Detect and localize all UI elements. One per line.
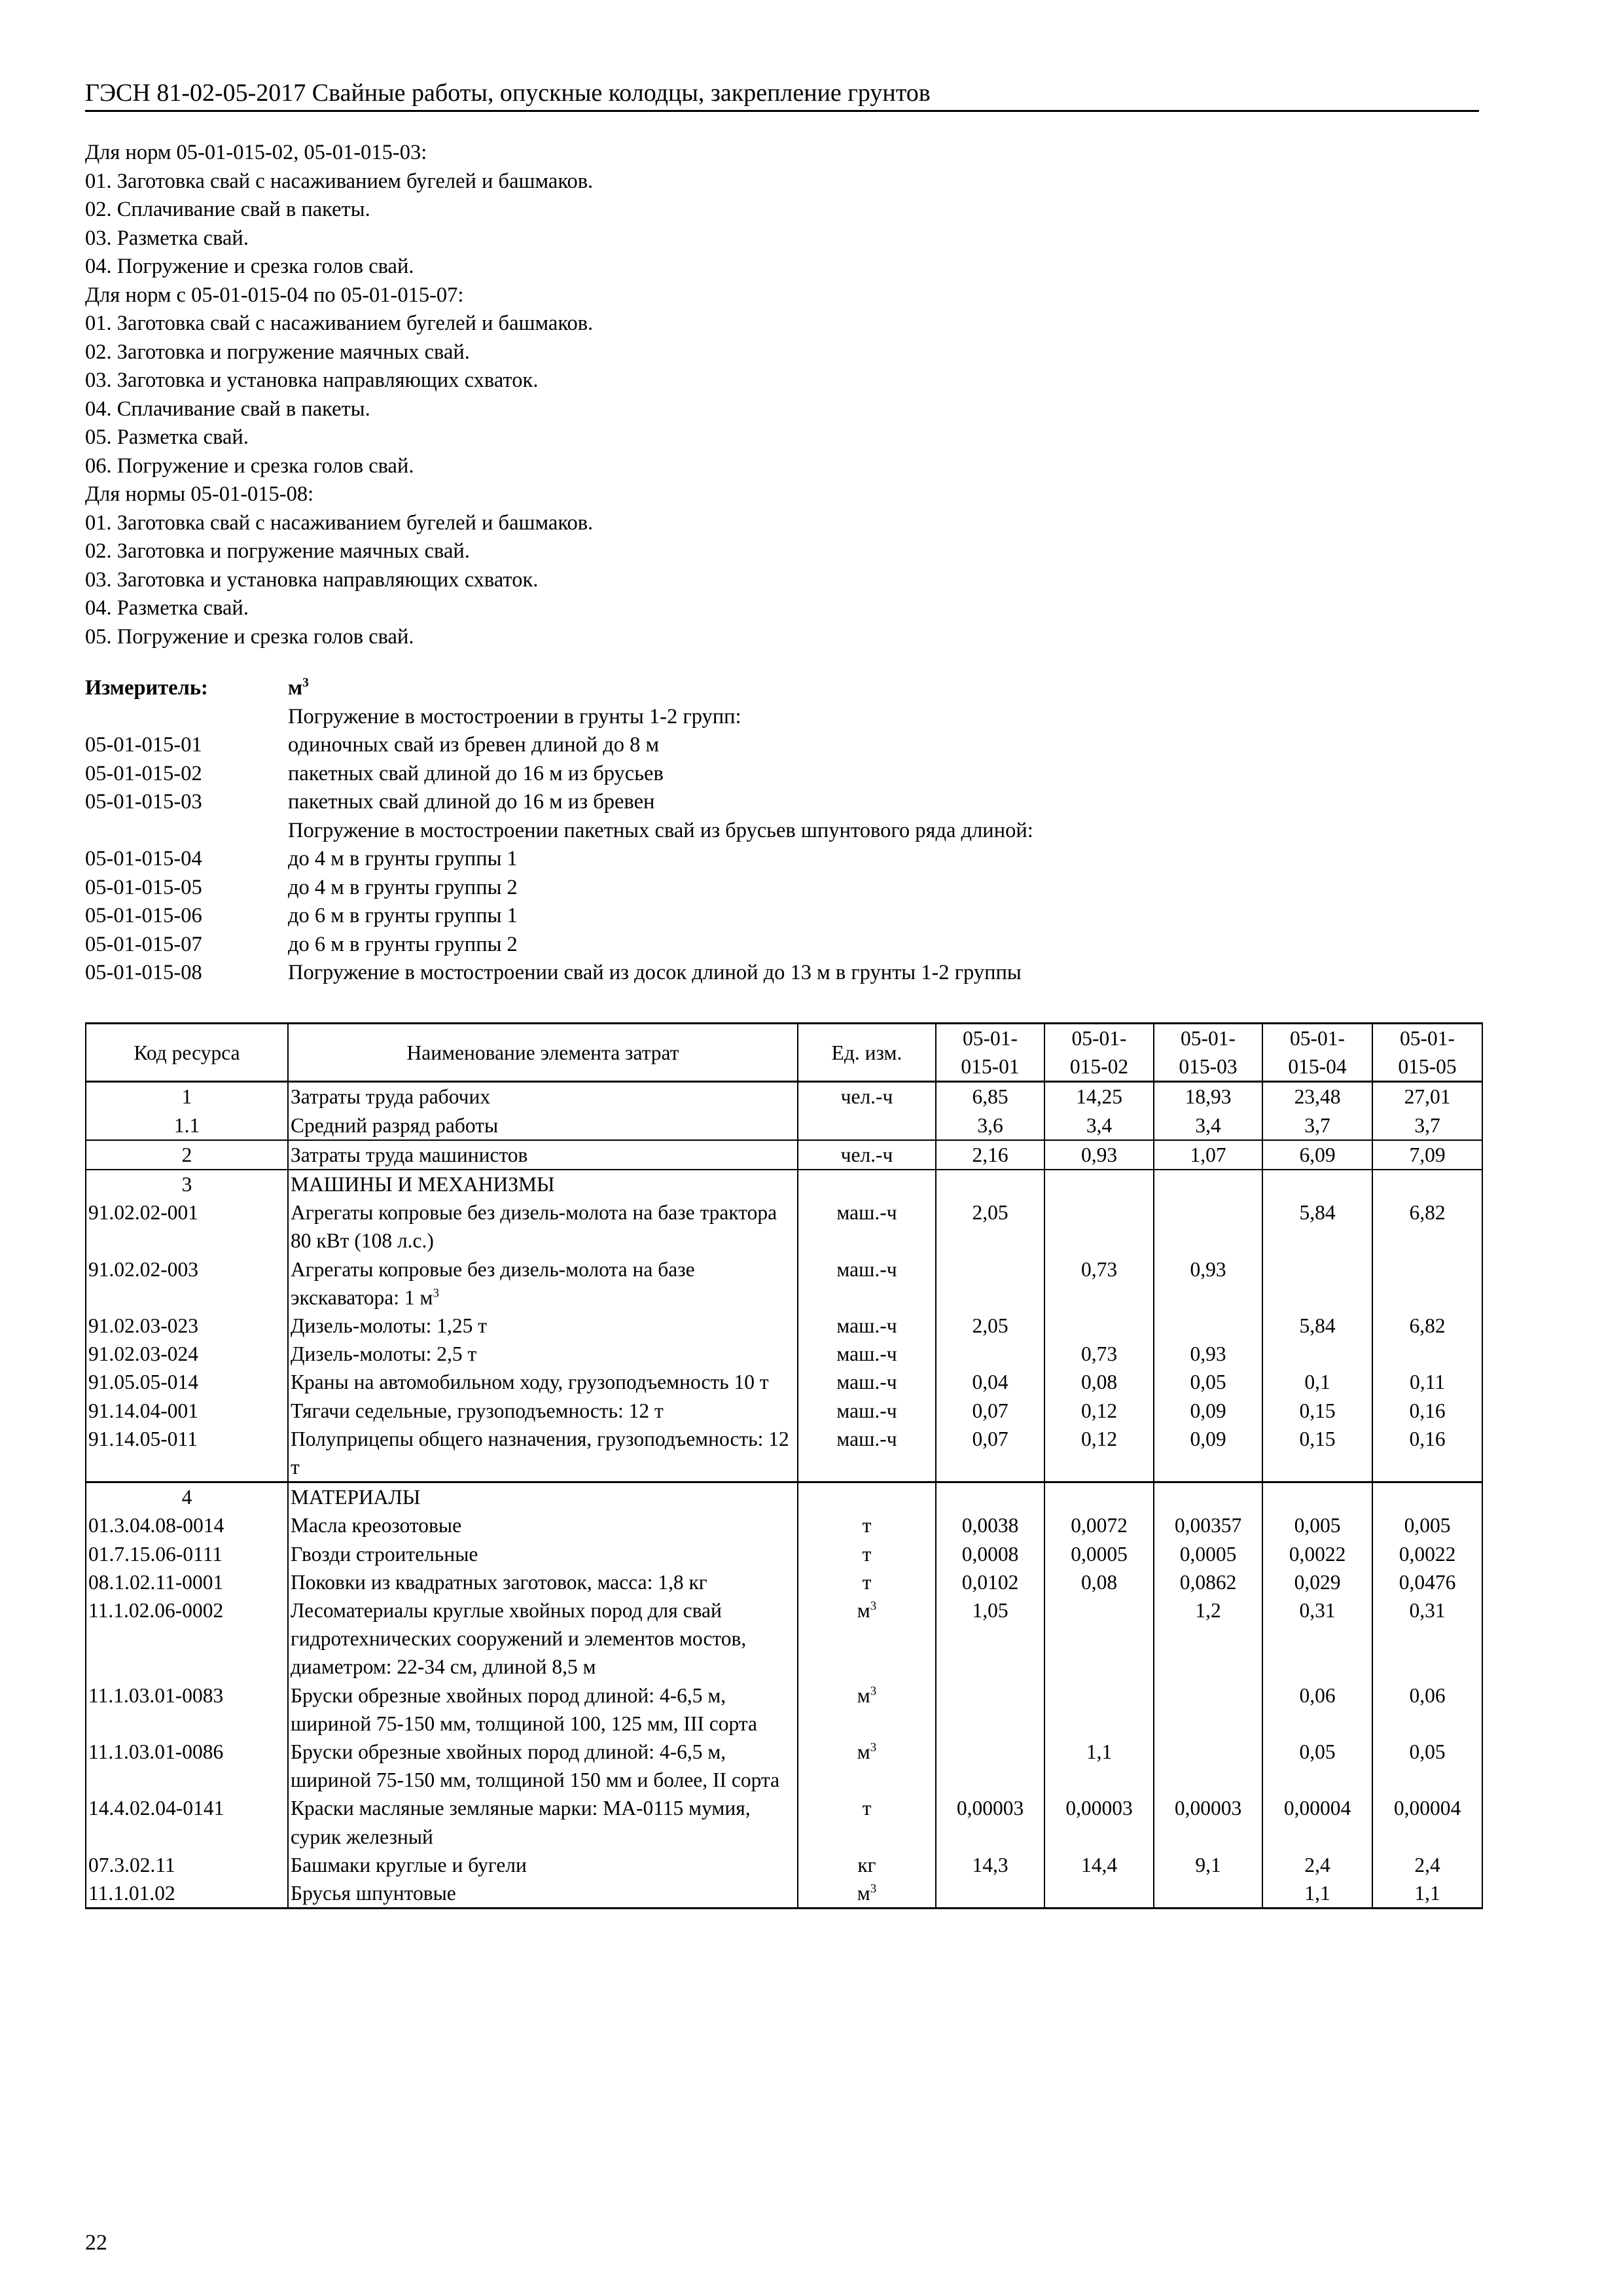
resource-code: 91.02.03-023 <box>86 1312 288 1340</box>
resource-name: Поковки из квадратных заготовок, масса: 1,8 кг <box>288 1568 798 1596</box>
value-cell: 1,05 <box>936 1596 1044 1681</box>
value-cell: 0,73 <box>1044 1255 1154 1312</box>
resource-code: 11.1.02.06-0002 <box>86 1596 288 1681</box>
value-cell: 0,06 <box>1372 1681 1482 1738</box>
value-cell: 18,93 <box>1154 1082 1262 1111</box>
resource-unit <box>798 1482 936 1512</box>
measure-row <box>85 703 1479 732</box>
value-cell: 2,05 <box>936 1312 1044 1340</box>
measure-code: 05-01-015-01 <box>85 733 202 757</box>
measure-section <box>85 674 1479 988</box>
resource-unit: кг <box>798 1851 936 1879</box>
resource-unit: $м^3$ <box>798 1596 936 1681</box>
header-col-2: 05-01- 015-02 <box>1044 1024 1154 1082</box>
resource-name: МАТЕРИАЛЫ <box>288 1482 798 1512</box>
value-cell <box>1372 1482 1482 1512</box>
resource-unit: маш.-ч <box>798 1198 936 1255</box>
header-col-1: 05-01- 015-01 <box>936 1024 1044 1082</box>
resource-unit: чел.-ч <box>798 1082 936 1111</box>
measure-row <box>85 902 1479 931</box>
resource-code: 11.1.01.02 <box>86 1879 288 1909</box>
value-cell: 0,05 <box>1154 1368 1262 1396</box>
resource-unit: маш.-ч <box>798 1312 936 1340</box>
resource-unit: маш.-ч <box>798 1340 936 1368</box>
value-cell: 0,15 <box>1262 1425 1372 1482</box>
section-row <box>86 1170 1482 1198</box>
value-cell: 0,05 <box>1372 1738 1482 1794</box>
value-cell: 0,12 <box>1044 1425 1154 1482</box>
value-cell: 0,0476 <box>1372 1568 1482 1596</box>
resource-name: Агрегаты копровые без дизель-молота на базе трактора 80 кВт (108 л.с.) <box>288 1198 798 1255</box>
step-line: Для норм 05-01-015-02, 05-01-015-03: <box>85 141 427 164</box>
value-cell: 0,06 <box>1262 1681 1372 1738</box>
value-cell: 0,09 <box>1154 1397 1262 1425</box>
document-title: ГЭСН 81-02-05-2017 Свайные работы, опускные колодцы, закрепление грунтов <box>85 79 931 107</box>
value-cell: 0,07 <box>936 1425 1044 1482</box>
header-code: Код ресурса <box>86 1024 288 1082</box>
measure-code: 05-01-015-05 <box>85 875 202 899</box>
value-cell: 5,84 <box>1262 1312 1372 1340</box>
table-row <box>86 1340 1482 1368</box>
value-cell: 14,3 <box>936 1851 1044 1879</box>
step-line: 03. Заготовка и установка направляющих схваток. <box>85 368 539 392</box>
value-cell: 3,4 <box>1044 1111 1154 1140</box>
resource-code: 1.1 <box>86 1111 288 1140</box>
resource-code: 4 <box>86 1482 288 1512</box>
section-row <box>86 1482 1482 1512</box>
value-cell <box>1044 1482 1154 1512</box>
measure-description: пакетных свай длиной до 16 м из брусьев <box>288 761 664 785</box>
resource-code: 91.14.05-011 <box>86 1425 288 1482</box>
measure-description: до 4 м в грунты группы 2 <box>288 875 518 899</box>
header-col-3: 05-01- 015-03 <box>1154 1024 1262 1082</box>
value-cell: 0,93 <box>1044 1140 1154 1170</box>
measure-unit: $м^3$ <box>288 676 309 700</box>
resource-unit: $м^3$ <box>798 1738 936 1794</box>
value-cell <box>936 1340 1044 1368</box>
value-cell: 0,00004 <box>1372 1794 1482 1850</box>
step-line: 04. Погружение и срезка голов свай. <box>85 255 414 278</box>
resource-code: 11.1.03.01-0086 <box>86 1738 288 1794</box>
value-cell: 0,05 <box>1262 1738 1372 1794</box>
value-cell: 14,25 <box>1044 1082 1154 1111</box>
resource-name: Бруски обрезные хвойных пород длиной: 4-6,5 м, шириной 75-150 мм, толщиной 100, 125 мм, III сорта <box>288 1681 798 1738</box>
table-row <box>86 1681 1482 1738</box>
resource-name: Затраты труда рабочих <box>288 1082 798 1111</box>
step-line: 01. Заготовка свай с насаживанием бугелей и башмаков. <box>85 169 594 193</box>
value-cell: 0,0005 <box>1154 1540 1262 1568</box>
resource-unit: маш.-ч <box>798 1368 936 1396</box>
value-cell: 27,01 <box>1372 1082 1482 1111</box>
resource-unit: маш.-ч <box>798 1425 936 1482</box>
resource-code: 91.02.02-003 <box>86 1255 288 1312</box>
value-cell <box>1154 1312 1262 1340</box>
step-line: 04. Сплачивание свай в пакеты. <box>85 397 370 421</box>
value-cell <box>936 1170 1044 1198</box>
resource-code: 07.3.02.11 <box>86 1851 288 1879</box>
resource-name: Дизель-молоты: 1,25 т <box>288 1312 798 1340</box>
resource-name: Средний разряд работы <box>288 1111 798 1140</box>
value-cell: 0,0102 <box>936 1568 1044 1596</box>
value-cell <box>1044 1312 1154 1340</box>
step-line: 02. Заготовка и погружение маячных свай. <box>85 539 470 563</box>
value-cell: 0,16 <box>1372 1425 1482 1482</box>
resource-code: 2 <box>86 1140 288 1170</box>
step-line: 02. Заготовка и погружение маячных свай. <box>85 340 470 364</box>
resource-name: Тягачи седельные, грузоподъемность: 12 т <box>288 1397 798 1425</box>
value-cell: 14,4 <box>1044 1851 1154 1879</box>
value-cell: 1,1 <box>1372 1879 1482 1909</box>
table-row <box>86 1738 1482 1794</box>
measure-description: Погружение в мостостроении в грунты 1-2 групп: <box>288 704 741 728</box>
header-name: Наименование элемента затрат <box>288 1024 798 1082</box>
step-line: 02. Сплачивание свай в пакеты. <box>85 198 370 221</box>
value-cell: 1,1 <box>1044 1738 1154 1794</box>
resource-code: 3 <box>86 1170 288 1198</box>
table-row <box>86 1255 1482 1312</box>
resource-code: 01.7.15.06-0111 <box>86 1540 288 1568</box>
value-cell: 9,1 <box>1154 1851 1262 1879</box>
measure-label: Измеритель: <box>85 676 208 700</box>
step-line: 05. Погружение и срезка голов свай. <box>85 624 414 649</box>
value-cell: 2,4 <box>1372 1851 1482 1879</box>
resource-code: 91.05.05-014 <box>86 1368 288 1396</box>
step-line: 01. Заготовка свай с насаживанием бугелей и башмаков. <box>85 312 594 335</box>
work-steps-list <box>85 139 1479 651</box>
resource-unit <box>798 1170 936 1198</box>
table-row <box>86 1851 1482 1879</box>
header-col-4: 05-01- 015-04 <box>1262 1024 1372 1082</box>
resource-code: 91.14.04-001 <box>86 1397 288 1425</box>
value-cell <box>1262 1340 1372 1368</box>
value-cell: 0,93 <box>1154 1340 1262 1368</box>
resource-name: Полуприцепы общего назначения, грузоподъемность: 12 т <box>288 1425 798 1482</box>
resource-name: МАШИНЫ И МЕХАНИЗМЫ <box>288 1170 798 1198</box>
value-cell: 0,00003 <box>936 1794 1044 1850</box>
resource-code: 01.3.04.08-0014 <box>86 1511 288 1539</box>
value-cell <box>936 1738 1044 1794</box>
measure-code: 05-01-015-08 <box>85 961 202 984</box>
measure-description: до 4 м в грунты группы 1 <box>288 847 518 870</box>
resource-table <box>85 1022 1483 1909</box>
value-cell <box>1262 1170 1372 1198</box>
page-number: 22 <box>85 2231 107 2255</box>
table-row <box>86 1511 1482 1539</box>
measure-description: до 6 м в грунты группы 1 <box>288 904 518 927</box>
resource-name: Краски масляные земляные марки: МА-0115 мумия, сурик железный <box>288 1794 798 1850</box>
value-cell: 0,09 <box>1154 1425 1262 1482</box>
resource-unit <box>798 1111 936 1140</box>
value-cell: 0,00357 <box>1154 1511 1262 1539</box>
header-unit: Ед. изм. <box>798 1024 936 1082</box>
measure-row <box>85 959 1479 988</box>
value-cell: 0,0862 <box>1154 1568 1262 1596</box>
value-cell: 6,82 <box>1372 1312 1482 1340</box>
header-col-5: 05-01- 015-05 <box>1372 1024 1482 1082</box>
value-cell: 6,85 <box>936 1082 1044 1111</box>
value-cell: 0,005 <box>1372 1511 1482 1539</box>
table-body <box>86 1082 1482 1909</box>
value-cell <box>1372 1255 1482 1312</box>
table-row <box>86 1312 1482 1340</box>
resource-name: Башмаки круглые и бугели <box>288 1851 798 1879</box>
measure-code <box>85 817 288 846</box>
resource-code: 1 <box>86 1082 288 1111</box>
measure-code: 05-01-015-02 <box>85 761 202 785</box>
value-cell: 0,0008 <box>936 1540 1044 1568</box>
value-cell: 1,1 <box>1262 1879 1372 1909</box>
value-cell <box>936 1681 1044 1738</box>
page-header <box>85 77 1479 112</box>
value-cell: 0,08 <box>1044 1568 1154 1596</box>
measure-row <box>85 874 1479 903</box>
resource-name: Масла креозотовые <box>288 1511 798 1539</box>
value-cell <box>936 1482 1044 1512</box>
measure-row <box>85 731 1479 760</box>
resource-code: 91.02.02-001 <box>86 1198 288 1255</box>
measure-description: Погружение в мостостроении свай из досок длиной до 13 м в грунты 1-2 группы <box>288 961 1022 984</box>
resource-name: Лесоматериалы круглые хвойных пород для свай гидротехнических сооружений и элементов мостов, диаметром: 22-34 см, длиной 8,5 м <box>288 1596 798 1681</box>
value-cell <box>1372 1340 1482 1368</box>
measure-row <box>85 817 1479 846</box>
value-cell: 0,0022 <box>1262 1540 1372 1568</box>
value-cell: 2,16 <box>936 1140 1044 1170</box>
value-cell: 3,7 <box>1372 1111 1482 1140</box>
value-cell: 0,00003 <box>1154 1794 1262 1850</box>
table-row <box>86 1568 1482 1596</box>
value-cell: 0,16 <box>1372 1397 1482 1425</box>
value-cell: 1,2 <box>1154 1596 1262 1681</box>
step-line: Для норм с 05-01-015-04 по 05-01-015-07: <box>85 283 464 307</box>
value-cell: 0,029 <box>1262 1568 1372 1596</box>
table-row <box>86 1425 1482 1482</box>
value-cell: 3,6 <box>936 1111 1044 1140</box>
value-cell: 0,0038 <box>936 1511 1044 1539</box>
measure-description: пакетных свай длиной до 16 м из бревен <box>288 790 655 814</box>
value-cell <box>1262 1482 1372 1512</box>
measure-code: 05-01-015-07 <box>85 932 202 956</box>
resource-code: 91.02.03-024 <box>86 1340 288 1368</box>
value-cell: 2,05 <box>936 1198 1044 1255</box>
table-row <box>86 1140 1482 1170</box>
measure-code: 05-01-015-06 <box>85 904 202 927</box>
measure-code <box>85 703 288 732</box>
value-cell <box>1154 1198 1262 1255</box>
step-line: 03. Разметка свай. <box>85 226 249 250</box>
resource-name: Гвозди строительные <box>288 1540 798 1568</box>
resource-unit: т <box>798 1540 936 1568</box>
resource-unit: маш.-ч <box>798 1397 936 1425</box>
value-cell <box>1044 1596 1154 1681</box>
resource-unit: т <box>798 1794 936 1850</box>
step-line: 05. Разметка свай. <box>85 425 249 449</box>
value-cell: 0,04 <box>936 1368 1044 1396</box>
value-cell: 1,07 <box>1154 1140 1262 1170</box>
step-line: 06. Погружение и срезка голов свай. <box>85 454 414 478</box>
value-cell: 0,93 <box>1154 1255 1262 1312</box>
resource-name: Брусья шпунтовые <box>288 1879 798 1909</box>
table-row <box>86 1596 1482 1681</box>
value-cell: 0,07 <box>936 1397 1044 1425</box>
resource-unit: $м^3$ <box>798 1879 936 1909</box>
measure-row <box>85 788 1479 817</box>
table-header-row <box>86 1024 1482 1082</box>
value-cell: 0,005 <box>1262 1511 1372 1539</box>
value-cell <box>1154 1482 1262 1512</box>
table-row <box>86 1540 1482 1568</box>
value-cell: 0,12 <box>1044 1397 1154 1425</box>
table-row <box>86 1794 1482 1850</box>
value-cell: 0,0022 <box>1372 1540 1482 1568</box>
resource-unit: $м^3$ <box>798 1681 936 1738</box>
step-line: 03. Заготовка и установка направляющих схваток. <box>85 567 539 592</box>
measure-row <box>85 760 1479 789</box>
resource-name: Краны на автомобильном ходу, грузоподъемность 10 т <box>288 1368 798 1396</box>
value-cell <box>1044 1198 1154 1255</box>
step-line: 01. Заготовка свай с насаживанием бугелей и башмаков. <box>85 511 594 535</box>
value-cell <box>1372 1170 1482 1198</box>
step-line: 04. Разметка свай. <box>85 596 249 620</box>
value-cell: 0,1 <box>1262 1368 1372 1396</box>
value-cell: 6,82 <box>1372 1198 1482 1255</box>
value-cell <box>1262 1255 1372 1312</box>
resource-unit: маш.-ч <box>798 1255 936 1312</box>
measure-description: одиночных свай из бревен длиной до 8 м <box>288 733 660 757</box>
value-cell: 6,09 <box>1262 1140 1372 1170</box>
resource-unit: чел.-ч <box>798 1140 936 1170</box>
resource-code: 08.1.02.11-0001 <box>86 1568 288 1596</box>
value-cell <box>1044 1681 1154 1738</box>
table-row <box>86 1198 1482 1255</box>
measure-description: до 6 м в грунты группы 2 <box>288 932 518 956</box>
resource-name: Бруски обрезные хвойных пород длиной: 4-6,5 м, шириной 75-150 мм, толщиной 150 мм и более, II сорта <box>288 1738 798 1794</box>
resource-name: Затраты труда машинистов <box>288 1140 798 1170</box>
resource-name: Агрегаты копровые без дизель-молота на базе экскаватора: 1 $м^3$ <box>288 1255 798 1312</box>
value-cell: 0,00003 <box>1044 1794 1154 1850</box>
measure-row <box>85 845 1479 874</box>
value-cell: 0,15 <box>1262 1397 1372 1425</box>
value-cell: 0,0072 <box>1044 1511 1154 1539</box>
resource-unit: т <box>798 1568 936 1596</box>
table-row <box>86 1111 1482 1140</box>
value-cell: 3,7 <box>1262 1111 1372 1140</box>
value-cell: 5,84 <box>1262 1198 1372 1255</box>
table-row <box>86 1082 1482 1111</box>
measure-unit-row <box>85 674 1479 703</box>
value-cell: 23,48 <box>1262 1082 1372 1111</box>
value-cell <box>1154 1681 1262 1738</box>
measure-code: 05-01-015-03 <box>85 790 202 814</box>
resource-unit: т <box>798 1511 936 1539</box>
value-cell: 2,4 <box>1262 1851 1372 1879</box>
value-cell: 0,31 <box>1262 1596 1372 1681</box>
table-row <box>86 1879 1482 1909</box>
resource-code: 14.4.02.04-0141 <box>86 1794 288 1850</box>
resource-name: Дизель-молоты: 2,5 т <box>288 1340 798 1368</box>
measure-description: Погружение в мостостроении пакетных свай из брусьев шпунтового ряда длиной: <box>288 818 1033 842</box>
value-cell: 0,0005 <box>1044 1540 1154 1568</box>
measure-code: 05-01-015-04 <box>85 847 202 870</box>
table-row <box>86 1368 1482 1396</box>
value-cell <box>936 1879 1044 1909</box>
value-cell <box>1154 1738 1262 1794</box>
value-cell: 0,31 <box>1372 1596 1482 1681</box>
step-line: Для нормы 05-01-015-08: <box>85 482 314 506</box>
value-cell <box>1044 1879 1154 1909</box>
value-cell: 0,73 <box>1044 1340 1154 1368</box>
value-cell: 7,09 <box>1372 1140 1482 1170</box>
value-cell: 0,00004 <box>1262 1794 1372 1850</box>
table-row <box>86 1397 1482 1425</box>
resource-code: 11.1.03.01-0083 <box>86 1681 288 1738</box>
value-cell: 0,08 <box>1044 1368 1154 1396</box>
value-cell <box>936 1255 1044 1312</box>
value-cell <box>1044 1170 1154 1198</box>
value-cell <box>1154 1879 1262 1909</box>
measure-row <box>85 931 1479 960</box>
value-cell: 0,11 <box>1372 1368 1482 1396</box>
value-cell: 3,4 <box>1154 1111 1262 1140</box>
value-cell <box>1154 1170 1262 1198</box>
